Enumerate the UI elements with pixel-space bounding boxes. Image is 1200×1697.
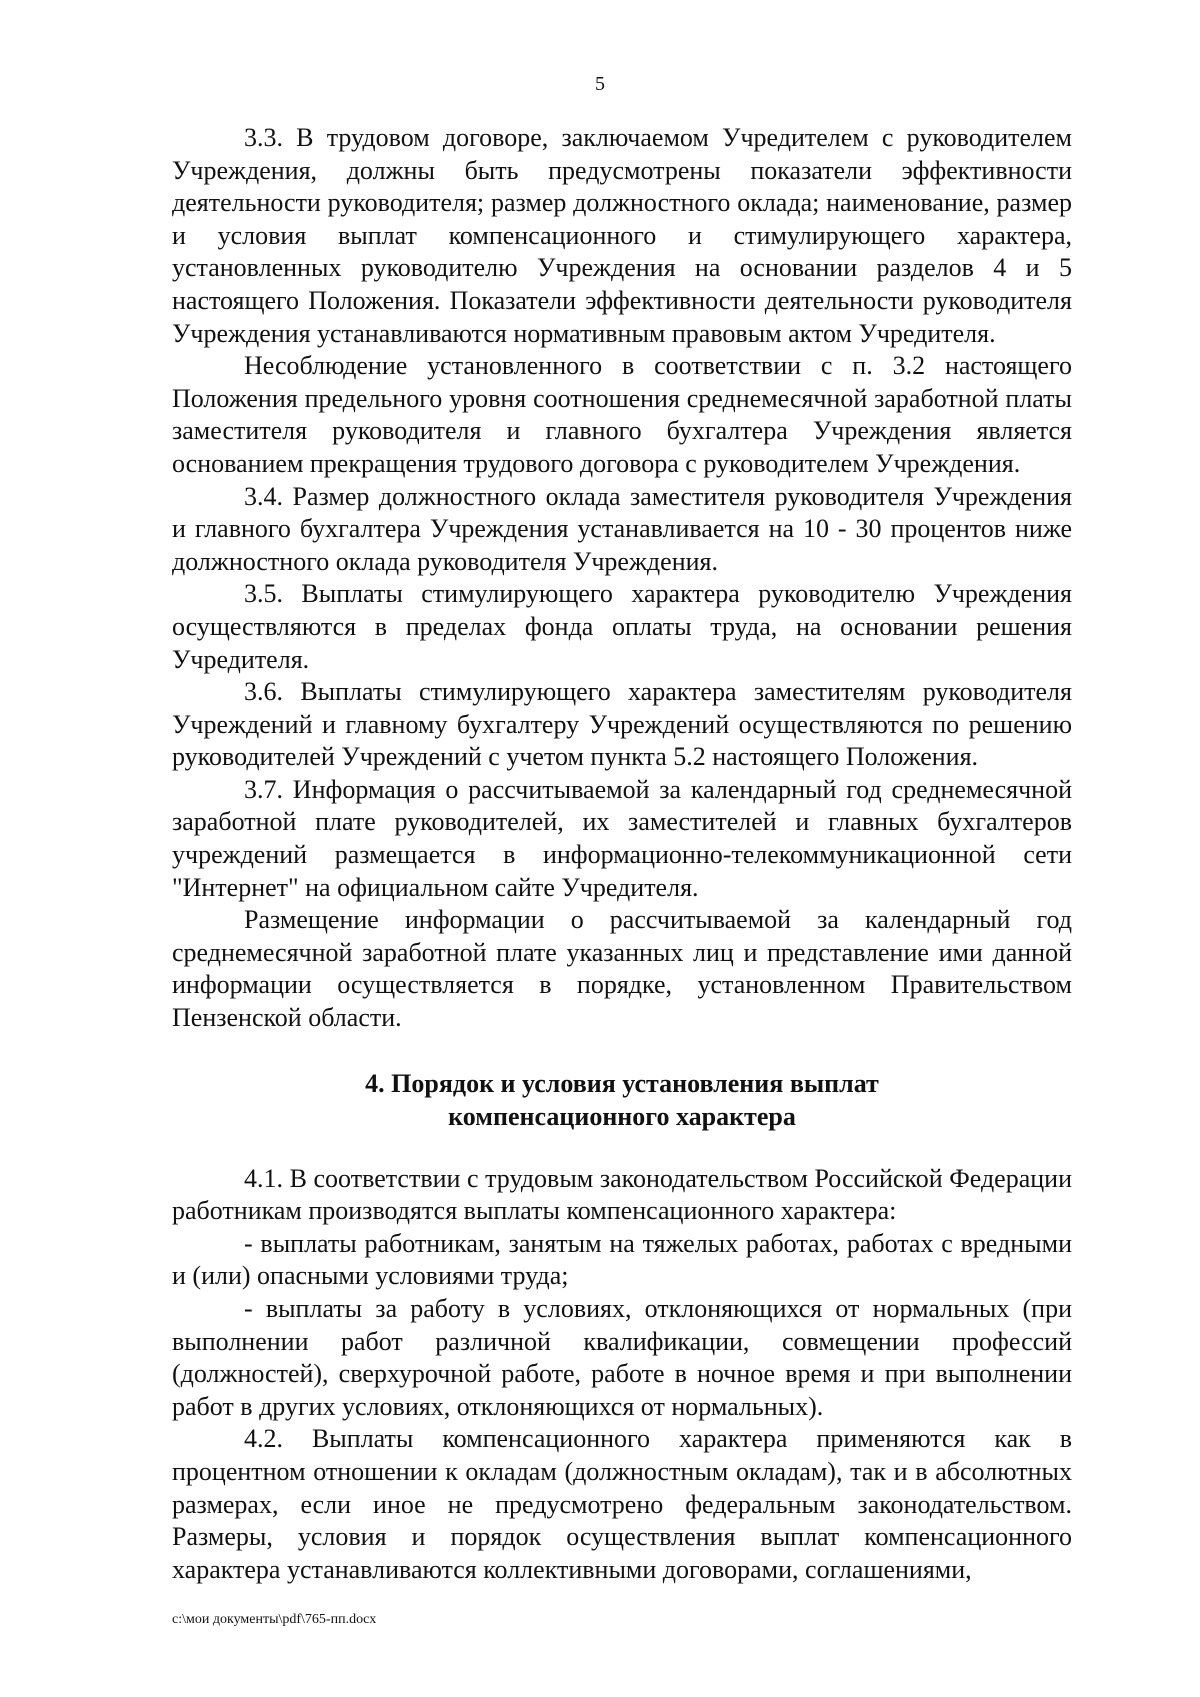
section-4-heading bbox=[172, 1067, 1072, 1133]
paragraph-3-4: 3.4. Размер должностного оклада заместителя руководителя Учреждения и главного бухгалтера Учреждения устанавливается на 10 - 30 процентов ниже должностного оклада руководителя Учреждения. bbox=[172, 481, 1072, 576]
paragraph-4-2: 4.2. Выплаты компенсационного характера применяются как в процентном отношении к окладам (должностным окладам), так и в абсолютных размерах, если иное не предусмотрено федеральным законодательством. Размеры, условия и порядок осуществления выплат компенсационного характера устанавливаются коллективными договорами, соглашениями, bbox=[172, 1424, 1072, 1584]
paragraph-3-6: 3.6. Выплаты стимулирующего характера заместителям руководителя Учреждений и главному бухгалтеру Учреждений осуществляются по решению руководителей Учреждений с учетом пункта 5.2 настоящего Положения. bbox=[172, 677, 1072, 772]
section-4-heading-line2: компенсационного характера bbox=[448, 1101, 796, 1131]
section-4-heading-line1: 4. Порядок и условия установления выплат bbox=[365, 1068, 879, 1098]
page-number: 5 bbox=[595, 73, 605, 95]
paragraph-3-3: 3.3. В трудовом договоре, заключаемом Учредителем с руководителем Учреждения, должны быть предусмотрены показатели эффективности деятельности руководителя; размер должностного оклада; наименование, размер и условия выплат компенсационного и стимулирующего характера, установленных руководителю Учреждения на основании разделов 4 и 5 настоящего Положения. Показатели эффективности деятельности руководителя Учреждения устанавливаются нормативным правовым актом Учредителя. bbox=[172, 123, 1072, 348]
paragraph-4-1: 4.1. В соответствии с трудовым законодательством Российской Федерации работникам производятся выплаты компенсационного характера: bbox=[172, 1163, 1072, 1226]
paragraph-3-5: 3.5. Выплаты стимулирующего характера руководителю Учреждения осуществляются в пределах фонда оплаты труда, на основании решения Учредителя. bbox=[172, 579, 1072, 674]
paragraph-3-7: 3.7. Информация о рассчитываемой за календарный год среднемесячной заработной плате руководителей, их заместителей и главных бухгалтеров учреждений размещается в информационно-телекоммуникационной сети "Интернет" на официальном сайте Учредителя. bbox=[172, 774, 1072, 902]
list-item-abnormal-conditions: - выплаты за работу в условиях, отклоняющихся от нормальных (при выполнении работ различной квалификации, совмещении профессий (должностей), сверхурочной работе, работе в ночное время и при выполнении работ в других условиях, отклоняющихся от нормальных). bbox=[172, 1294, 1072, 1421]
paragraph-3-3-noncompliance: Несоблюдение установленного в соответствии с п. 3.2 настоящего Положения предельного уровня соотношения среднемесячной заработной платы заместителя руководителя и главного бухгалтера Учреждения является основанием прекращения трудового договора с руководителем Учреждения. bbox=[172, 351, 1072, 478]
footer-file-path: c:\мои документы\pdf\765-пп.docx bbox=[172, 1612, 377, 1627]
document-body bbox=[172, 122, 1072, 1586]
list-item-hazardous-work: - выплаты работникам, занятым на тяжелых работах, работах с вредными и (или) опасными условиями труда; bbox=[172, 1228, 1072, 1291]
paragraph-3-7-placement: Размещение информации о рассчитываемой за календарный год среднемесячной заработной плате указанных лиц и представление ими данной информации осуществляется в порядке, установленном Правительством Пензенской области. bbox=[172, 905, 1072, 1033]
